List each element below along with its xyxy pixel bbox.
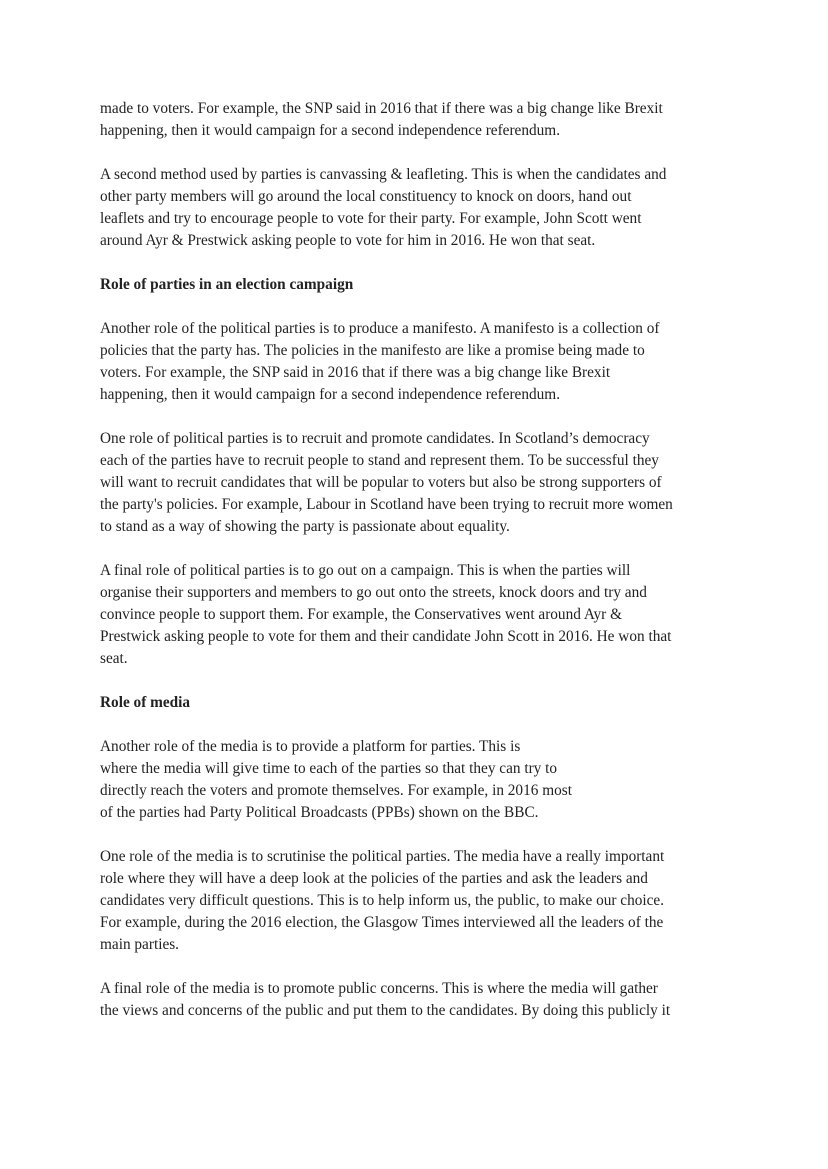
text-line: A final role of political parties is to go out on a campaign. This is when the parties will xyxy=(100,562,631,579)
text-line: convince people to support them. For example, the Conservatives went around Ayr & xyxy=(100,606,622,623)
text-line: each of the parties have to recruit people to stand and represent them. To be successful they xyxy=(100,452,659,469)
text-line: where the media will give time to each of the parties so that they can try to xyxy=(100,760,558,777)
text-line: to stand as a way of showing the party is passionate about equality. xyxy=(100,518,510,535)
text-line: of the parties had Party Political Broadcasts (PPBs) shown on the BBC. xyxy=(100,804,539,821)
paragraph-media-platform xyxy=(100,736,730,824)
text-line: the party's policies. For example, Labour in Scotland have been trying to recruit more women xyxy=(100,496,673,513)
text-line: voters. For example, the SNP said in 2016 that if there was a big change like Brexit xyxy=(100,364,611,381)
paragraph-manifesto xyxy=(100,318,730,406)
text-line: Another role of the political parties is to produce a manifesto. A manifesto is a collection of xyxy=(100,320,660,337)
text-line: leaflets and try to encourage people to vote for their party. For example, John Scott went xyxy=(100,210,642,227)
text-line: happening, then it would campaign for a second independence referendum. xyxy=(100,122,561,139)
paragraph-media-public-concerns xyxy=(100,978,730,1022)
document-page xyxy=(100,98,730,1044)
text-line: around Ayr & Prestwick asking people to vote for him in 2016. He won that seat. xyxy=(100,232,596,249)
text-line: role where they will have a deep look at the policies of the parties and ask the leaders and xyxy=(100,870,648,887)
text-line: other party members will go around the local constituency to knock on doors, hand out xyxy=(100,188,632,205)
text-line: Another role of the media is to provide a platform for parties. This is xyxy=(100,738,521,755)
text-line: A second method used by parties is canvassing & leafleting. This is when the candidates and xyxy=(100,166,667,183)
text-line: policies that the party has. The policies in the manifesto are like a promise being made to xyxy=(100,342,645,359)
text-line: One role of the media is to scrutinise the political parties. The media have a really important xyxy=(100,848,665,865)
text-line: seat. xyxy=(100,650,128,667)
text-line: organise their supporters and members to go out onto the streets, knock doors and try and xyxy=(100,584,647,601)
paragraph-recruit-candidates xyxy=(100,428,730,538)
text-line: candidates very difficult questions. This is to help inform us, the public, to make our choice. xyxy=(100,892,665,909)
text-line: main parties. xyxy=(100,936,180,953)
text-line: made to voters. For example, the SNP said in 2016 that if there was a big change like Brexit xyxy=(100,100,663,117)
paragraph-campaign xyxy=(100,560,730,670)
heading-text: Role of parties in an election campaign xyxy=(100,276,354,293)
text-line: the views and concerns of the public and put them to the candidates. By doing this publicly it xyxy=(100,1002,671,1019)
text-line: Prestwick asking people to vote for them and their candidate John Scott in 2016. He won that xyxy=(100,628,672,645)
text-line: happening, then it would campaign for a second independence referendum. xyxy=(100,386,561,403)
paragraph-canvassing xyxy=(100,164,730,252)
paragraph-manifesto-continuation xyxy=(100,98,730,142)
text-line: One role of political parties is to recruit and promote candidates. In Scotland’s democracy xyxy=(100,430,650,447)
paragraph-media-scrutinise xyxy=(100,846,730,956)
text-line: A final role of the media is to promote public concerns. This is where the media will gather xyxy=(100,980,658,997)
section-heading-parties xyxy=(100,274,730,296)
heading-text: Role of media xyxy=(100,694,191,711)
section-heading-media xyxy=(100,692,730,714)
text-line: directly reach the voters and promote themselves. For example, in 2016 most xyxy=(100,782,572,799)
text-line: For example, during the 2016 election, the Glasgow Times interviewed all the leaders of the xyxy=(100,914,664,931)
text-line: will want to recruit candidates that will be popular to voters but also be strong supporters of xyxy=(100,474,662,491)
